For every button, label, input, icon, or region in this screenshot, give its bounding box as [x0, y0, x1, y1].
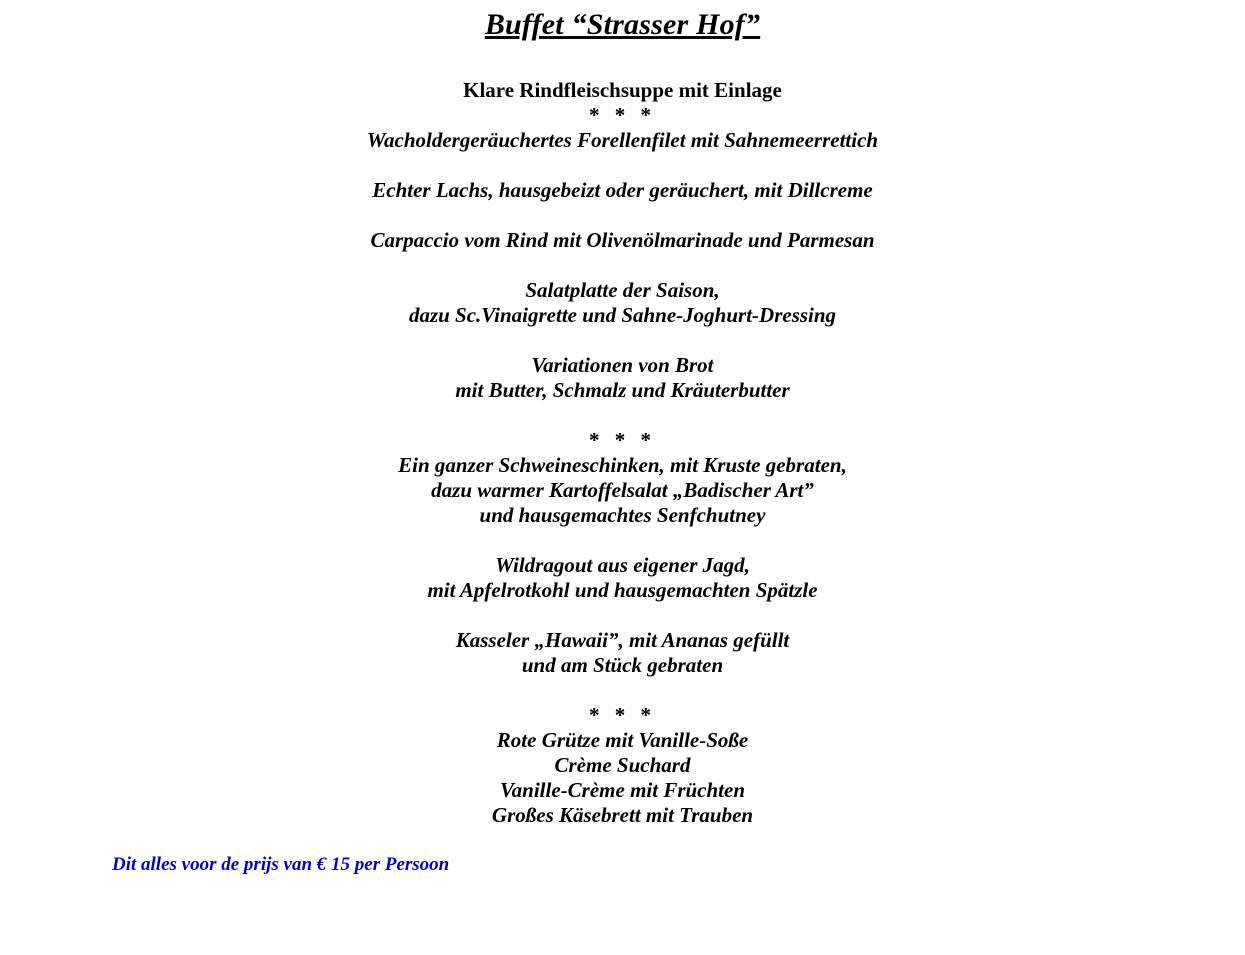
section-separator: * * *: [589, 428, 656, 452]
page-title: Buffet “Strasser Hof”: [484, 8, 761, 41]
menu-section-kasseler: [0, 628, 1245, 678]
menu-line: Echter Lachs, hausgebeizt oder geräuchert, mit Dillcreme: [372, 178, 873, 202]
menu-line: Vanille-Crème mit Früchten: [499, 778, 746, 802]
spacer: [0, 403, 1245, 428]
section-separator: * * *: [589, 103, 656, 127]
menu-line: mit Butter, Schmalz und Kräuterbutter: [455, 378, 790, 402]
menu-body: [0, 78, 1245, 828]
menu-section-cold-fish: [0, 128, 1245, 153]
price-footer: Dit alles voor de prijs van € 15 per Persoon: [112, 854, 450, 875]
menu-line: mit Apfelrotkohl und hausgemachten Spätzle: [427, 578, 818, 602]
menu-section-bread: [0, 353, 1245, 403]
spacer: [0, 328, 1245, 353]
menu-section-salmon: [0, 178, 1245, 203]
menu-line: Rote Grütze mit Vanille-Soße: [496, 728, 749, 752]
menu-line: Variationen von Brot: [531, 353, 714, 377]
menu-line: Crème Suchard: [554, 753, 691, 777]
spacer: [0, 528, 1245, 553]
spacer: [0, 253, 1245, 278]
menu-section-carpaccio: [0, 228, 1245, 253]
spacer: [0, 203, 1245, 228]
menu-line: Wacholdergeräuchertes Forellenfilet mit Sahnemeerrettich: [366, 128, 879, 152]
menu-line: Ein ganzer Schweineschinken, mit Kruste gebraten,: [398, 453, 847, 477]
menu-line: Salatplatte der Saison,: [525, 278, 720, 302]
menu-section-desserts: [0, 728, 1245, 828]
menu-page: [0, 8, 1245, 955]
menu-section-starter: [0, 78, 1245, 103]
menu-line: dazu Sc.Vinaigrette und Sahne-Joghurt-Dressing: [408, 303, 837, 327]
menu-section-salad: [0, 278, 1245, 328]
spacer: [0, 678, 1245, 703]
spacer: [0, 153, 1245, 178]
menu-line: Carpaccio vom Rind mit Olivenölmarinade und Parmesan: [370, 228, 875, 252]
menu-section-venison: [0, 553, 1245, 603]
menu-line: Klare Rindfleischsuppe mit Einlage: [463, 78, 782, 102]
menu-line: und am Stück gebraten: [521, 653, 724, 677]
menu-line: und hausgemachtes Senfchutney: [479, 503, 766, 527]
spacer: [0, 603, 1245, 628]
menu-line: Großes Käsebrett mit Trauben: [491, 803, 754, 827]
section-separator: * * *: [589, 703, 656, 727]
menu-line: Kasseler „Hawaii”, mit Ananas gefüllt: [455, 628, 790, 652]
menu-section-ham: [0, 453, 1245, 528]
menu-line: Wildragout aus eigener Jagd,: [495, 553, 750, 577]
menu-line: dazu warmer Kartoffelsalat „Badischer Art”: [431, 478, 814, 502]
